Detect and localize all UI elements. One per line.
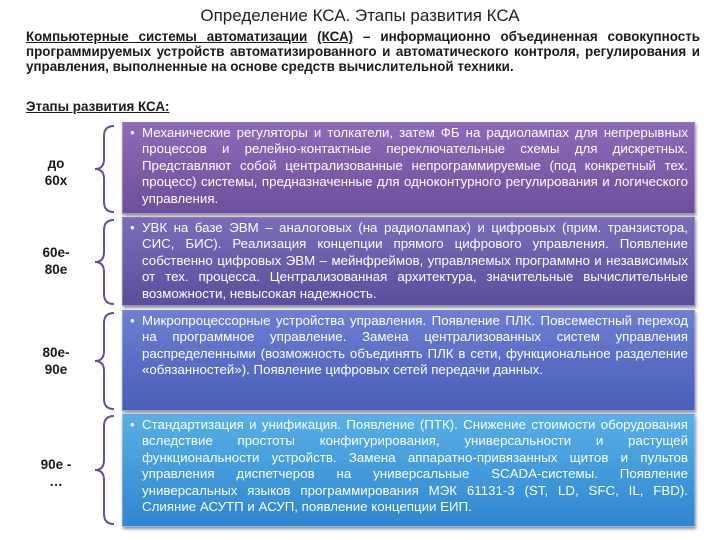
bullet: •: [130, 417, 135, 432]
era-label-3-line2: 90е: [44, 362, 68, 377]
era-label-2-line1: 60е-: [42, 245, 70, 260]
era-label-3: [28, 344, 84, 378]
stage-card-4: [122, 414, 695, 527]
stage-text: Стандартизация и унификация. Появление (ПТК). Снижение стоимости оборудования вследствие простоты конфигурирования, универсальности и растущей функциональности устройств. Замена аппаратно-привязанных щитов и пультов управления диспетчеров на универсальные SCADA-системы. Появление универсальных языков программирования МЭК 61131-3 (ST, LD, SFC, IL, FBD). Слияние АСУТП и АСУП, появление концепции ЕИП.: [142, 417, 688, 515]
era-label-4-line1: 90е -: [40, 457, 72, 472]
stage-card-2: [122, 217, 695, 306]
era-label-3-line1: 80е-: [42, 345, 70, 360]
slide-title: Определение КСА. Этапы развития КСА: [200, 6, 520, 25]
definition-paragraph: [26, 29, 700, 75]
brace-icon: [90, 124, 120, 214]
brace-icon: [90, 414, 120, 526]
bullet: •: [130, 313, 135, 328]
stage-card-1: [122, 122, 695, 214]
era-label-1: [28, 155, 84, 189]
definition-text: – информационно объединенная совокупность программируемых устройств автоматизированного и автоматического контроля, регулирования и управления, выполненные на основе средств вычислительной техники.: [26, 29, 700, 75]
era-label-4: [28, 456, 84, 490]
brace-icon: [90, 311, 120, 411]
stage-text: УВК на базе ЭВМ – аналоговых (на радиолампах) и цифровых (прим. транзистора, СИС, БИС). Реализация концепции прямого цифрового управления. Появление собственно цифровых ЭВМ – мейнфреймов, управляемых программно и независимых от тех. процесса. Централизованная архитектура, значительные вычислительные возможности, невысокая надежность.: [142, 220, 688, 301]
bullet: •: [130, 125, 135, 140]
stage-text: Механические регуляторы и толкатели, затем ФБ на радиолампах для непрерывных процессов и релейно-контактные переключательные схемы для дискретных. Представляют собой централизованные непрограммируемые (под конкретный тех. процесс) системы, предназначенные для одноконтурного регулирования и логического управления.: [142, 125, 688, 206]
stage-text: Микропроцессорные устройства управления. Появление ПЛК. Повсеместный переход на программное управление. Замена централизованных систем управления распределенными (возможность объединять ПЛК в сети, функциональное разделение «обязанностей»). Появление цифровых сетей передачи данных.: [142, 313, 688, 378]
era-label-1-line2: 60х: [44, 173, 68, 188]
era-label-4-line2: …: [49, 474, 63, 489]
era-label-2-line2: 80е: [44, 262, 68, 277]
definition-abbreviation: (КСА): [317, 29, 354, 44]
brace-icon: [90, 218, 120, 306]
era-label-1-line1: до: [47, 156, 65, 171]
stage-card-3: [122, 310, 695, 411]
definition-term: Компьютерные системы автоматизации: [26, 29, 308, 44]
stages-heading: Этапы развития КСА:: [26, 99, 170, 114]
era-label-2: [28, 244, 84, 278]
bullet: •: [130, 220, 135, 235]
